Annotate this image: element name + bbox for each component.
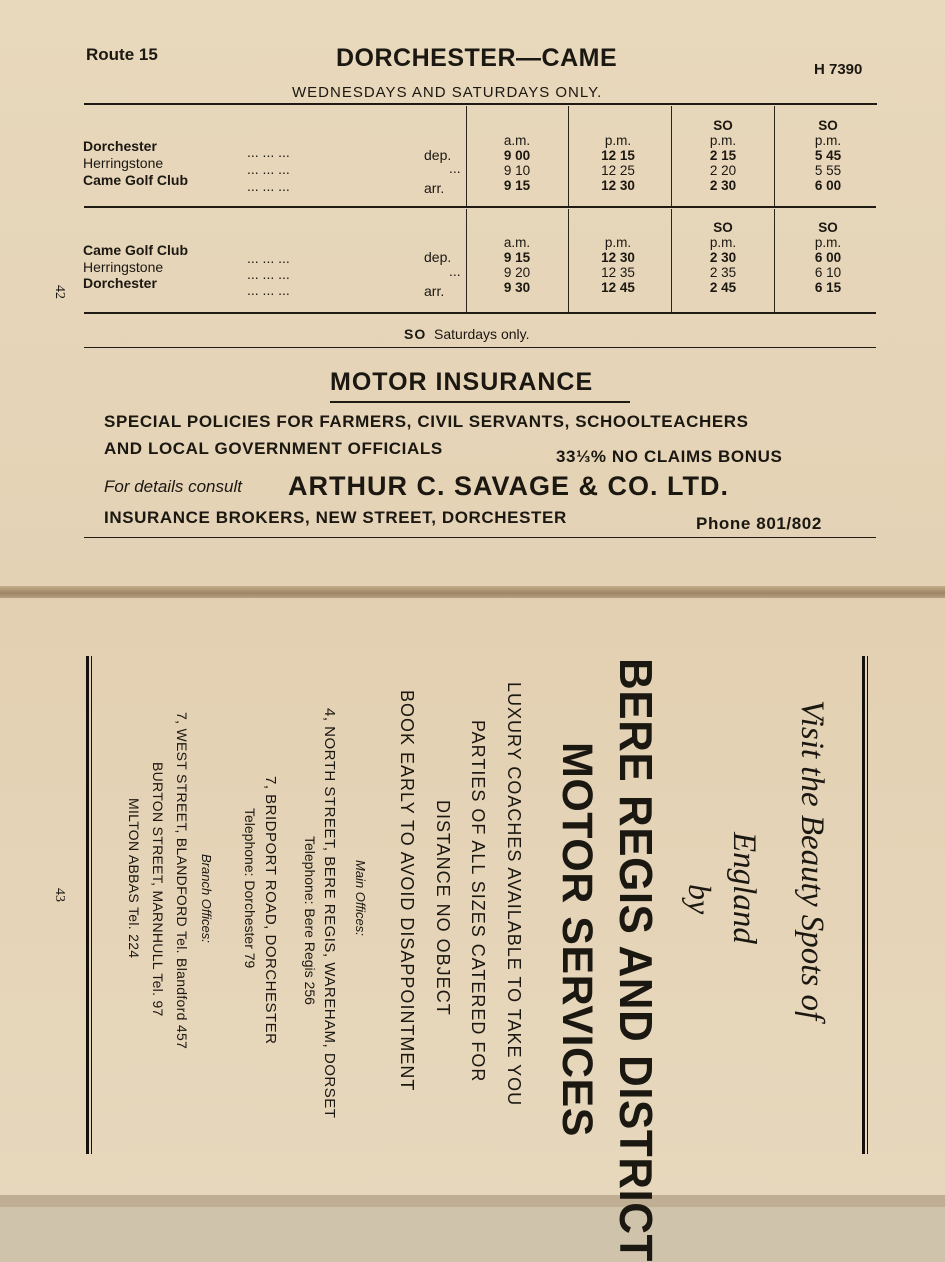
coach-line: PARTIES OF ALL SIZES CATERED FOR	[468, 720, 488, 1083]
time-cell: 2 35	[709, 265, 737, 280]
time-cell: 9 15	[503, 250, 531, 265]
stop-name: Herringstone	[83, 155, 164, 171]
time-cell: 2 20	[709, 163, 737, 178]
time-cell: 2 45	[709, 280, 737, 295]
page-number: 43	[52, 888, 67, 902]
rule	[84, 312, 876, 314]
time-cell: 12 30	[601, 250, 635, 265]
coach-line: LUXURY COACHES AVAILABLE TO TAKE YOU	[504, 682, 524, 1107]
time-cell: 9 15	[503, 178, 531, 193]
insurance-consult: For details consult	[104, 477, 242, 496]
footnote-text: Saturdays only.	[434, 326, 530, 342]
coach-tagline: by	[682, 884, 718, 915]
page-edge	[0, 1195, 945, 1207]
insurance-company: ARTHUR C. SAVAGE & CO. LTD.	[288, 471, 729, 501]
leader-dots: ... ... ...	[247, 178, 290, 194]
stop-mark: arr.	[424, 180, 445, 196]
stop-mark: arr.	[424, 283, 445, 299]
leader-dots: ... ... ...	[247, 266, 290, 282]
time-cell: 12 45	[601, 280, 635, 295]
stop-name: Dorchester	[83, 138, 157, 154]
route-code: H 7390	[814, 61, 863, 78]
time-column	[573, 220, 663, 295]
ad-border	[867, 656, 868, 1154]
insurance-line: AND LOCAL GOVERNMENT OFFICIALS	[104, 439, 443, 458]
branch-office: 7, WEST STREET, BLANDFORD Tel. Blandford 457	[174, 712, 190, 1050]
period-label: a.m.	[503, 235, 531, 250]
time-cell: 6 15	[814, 280, 842, 295]
stop-name: Dorchester	[83, 275, 157, 291]
coach-company: BERE REGIS AND DISTRICT	[609, 658, 661, 1262]
route-title: DORCHESTER—CAME	[336, 44, 618, 72]
column-divider	[671, 106, 672, 206]
period-label: p.m.	[814, 133, 842, 148]
period-label: p.m.	[709, 133, 737, 148]
column-divider	[466, 106, 467, 206]
rule	[84, 537, 876, 538]
time-column	[678, 118, 768, 193]
heading-underline	[330, 401, 630, 403]
coach-tagline: England	[726, 832, 762, 944]
main-office-address: 7, BRIDPORT ROAD, DORCHESTER	[262, 776, 279, 1045]
branch-office: MILTON ABBAS Tel. 224	[126, 798, 142, 959]
so-label: SO	[713, 220, 733, 235]
so-label: SO	[713, 118, 733, 133]
stop-mark: dep.	[424, 147, 452, 163]
coach-line: DISTANCE NO OBJECT	[433, 800, 453, 1016]
period-label: p.m.	[604, 133, 632, 148]
time-cell: 9 30	[503, 280, 531, 295]
stop-mark: dep.	[424, 249, 452, 265]
footnote-code: SO	[404, 326, 427, 342]
column-divider	[671, 209, 672, 312]
leader-dots: ... ... ...	[247, 250, 290, 266]
time-cell: 2 15	[709, 148, 737, 163]
insurance-bonus: 33⅓% NO CLAIMS BONUS	[556, 447, 783, 466]
rule	[84, 347, 876, 348]
stop-name: Herringstone	[83, 259, 164, 275]
time-cell: 5 55	[814, 163, 842, 178]
main-office-address: 4, NORTH STREET, BERE REGIS, WAREHAM, DORSET	[321, 708, 338, 1119]
time-column	[678, 220, 768, 295]
period-label: p.m.	[604, 235, 632, 250]
column-divider	[466, 209, 467, 312]
so-label: SO	[818, 118, 838, 133]
rule	[84, 206, 876, 208]
insurance-phone: Phone 801/802	[696, 514, 822, 533]
time-cell: 5 45	[814, 148, 842, 163]
coach-company: MOTOR SERVICES	[553, 742, 601, 1137]
time-cell: 9 20	[503, 265, 531, 280]
stop-mark: ...	[449, 263, 461, 279]
period-label: p.m.	[814, 235, 842, 250]
column-divider	[774, 106, 775, 206]
ad-border	[86, 656, 89, 1154]
so-label	[573, 118, 663, 133]
insurance-line: SPECIAL POLICIES FOR FARMERS, CIVIL SERVANTS, SCHOOLTEACHERS	[104, 412, 749, 431]
time-cell: 12 30	[601, 178, 635, 193]
so-label: SO	[818, 220, 838, 235]
time-column	[472, 118, 562, 193]
time-column	[783, 220, 873, 295]
column-divider	[568, 209, 569, 312]
insurance-heading: MOTOR INSURANCE	[330, 368, 594, 396]
so-label	[472, 118, 562, 133]
footnote	[404, 326, 529, 342]
time-cell: 2 30	[709, 178, 737, 193]
route-days: WEDNESDAYS AND SATURDAYS ONLY.	[292, 84, 603, 101]
time-cell: 2 30	[709, 250, 737, 265]
time-cell: 6 00	[814, 250, 842, 265]
insurance-address: INSURANCE BROKERS, NEW STREET, DORCHESTER	[104, 508, 567, 527]
coach-line: BOOK EARLY TO AVOID DISAPPOINTMENT	[397, 690, 417, 1092]
rule	[84, 103, 877, 105]
route-number: Route 15	[86, 45, 158, 64]
main-office-phone: Telephone: Bere Regis 256	[302, 836, 318, 1005]
time-cell: 12 35	[601, 265, 635, 280]
ad-border	[91, 656, 92, 1154]
time-cell: 12 25	[601, 163, 635, 178]
column-divider	[774, 209, 775, 312]
page-number: 42	[52, 285, 67, 299]
stop-name: Came Golf Club	[83, 172, 189, 188]
time-cell: 12 15	[601, 148, 635, 163]
period-label: p.m.	[709, 235, 737, 250]
time-cell: 6 10	[814, 265, 842, 280]
time-column	[472, 220, 562, 295]
main-office-phone: Telephone: Dorchester 79	[242, 808, 258, 969]
leader-dots: ... ... ...	[247, 161, 290, 177]
time-cell: 9 10	[503, 163, 531, 178]
branch-offices-label: Branch Offices:	[199, 854, 214, 943]
time-cell: 6 00	[814, 178, 842, 193]
column-divider	[568, 106, 569, 206]
leader-dots: ... ... ...	[247, 144, 290, 160]
main-offices-label: Main Offices:	[353, 860, 368, 936]
ad-border	[862, 656, 865, 1154]
branch-office: BURTON STREET, MARNHULL Tel. 97	[150, 762, 166, 1017]
period-label: a.m.	[503, 133, 531, 148]
so-label	[573, 220, 663, 235]
time-column	[783, 118, 873, 193]
coach-tagline: Visit the Beauty Spots of	[794, 700, 830, 1021]
stop-name: Came Golf Club	[83, 242, 189, 258]
so-label	[472, 220, 562, 235]
stop-mark: ...	[449, 160, 461, 176]
leader-dots: ... ... ...	[247, 282, 290, 298]
time-column	[573, 118, 663, 193]
time-cell: 9 00	[503, 148, 531, 163]
